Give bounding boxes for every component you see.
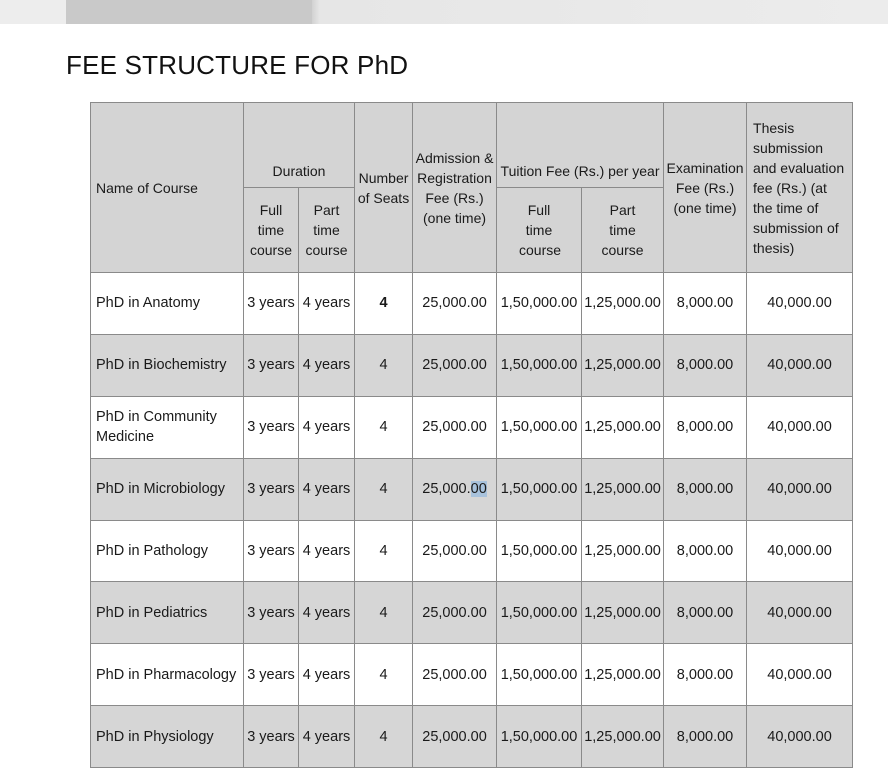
page-title: FEE STRUCTURE FOR PhD [66,50,409,80]
tuition-full: 1,50,000.00 [497,334,582,396]
thesis-fee: 40,000.00 [747,458,853,520]
exam-fee: 8,000.00 [664,582,747,644]
duration-part: 4 years [299,582,355,644]
tuition-part: 1,25,000.00 [582,644,664,706]
course-name: PhD in Pathology [91,520,244,582]
tuition-full: 1,50,000.00 [497,582,582,644]
thesis-fee: 40,000.00 [747,520,853,582]
duration-full: 3 years [244,273,299,335]
thesis-fee: 40,000.00 [747,334,853,396]
duration-part: 4 years [299,396,355,458]
seats: 4 [355,644,413,706]
top-banner-left [0,0,66,24]
top-banner-tab [66,0,312,24]
table-row [91,334,853,396]
tuition-full: 1,50,000.00 [497,458,582,520]
duration-part: 4 years [299,644,355,706]
header-tuition-part: Part time course [582,188,664,273]
exam-fee: 8,000.00 [664,458,747,520]
seats: 4 [355,396,413,458]
course-name: PhD in Physiology [91,706,244,768]
seats: 4 [355,334,413,396]
header-seats: Number of Seats [355,103,413,273]
tuition-full: 1,50,000.00 [497,396,582,458]
thesis-fee: 40,000.00 [747,644,853,706]
seats: 4 [355,273,413,335]
duration-part: 4 years [299,706,355,768]
header-duration-part: Part time course [299,188,355,273]
header-exam: Examination Fee (Rs.) (one time) [664,103,747,273]
seats: 4 [355,706,413,768]
tuition-part: 1,25,000.00 [582,582,664,644]
thesis-fee: 40,000.00 [747,582,853,644]
admission-fee: 25,000.00 [413,706,497,768]
tuition-full: 1,50,000.00 [497,273,582,335]
duration-full: 3 years [244,396,299,458]
seats: 4 [355,520,413,582]
duration-full: 3 years [244,520,299,582]
tuition-full: 1,50,000.00 [497,520,582,582]
table-row [91,520,853,582]
exam-fee: 8,000.00 [664,706,747,768]
table-row [91,706,853,768]
tuition-part: 1,25,000.00 [582,273,664,335]
tuition-full: 1,50,000.00 [497,706,582,768]
admission-fee: 25,000.00 [413,273,497,335]
header-thesis: Thesis submission and evaluation fee (Rs.) (at the time of submission of thesis) [747,103,853,273]
tuition-part: 1,25,000.00 [582,520,664,582]
exam-fee: 8,000.00 [664,520,747,582]
duration-part: 4 years [299,520,355,582]
tuition-part: 1,25,000.00 [582,334,664,396]
tuition-part: 1,25,000.00 [582,458,664,520]
tuition-part: 1,25,000.00 [582,706,664,768]
fee-table [90,102,853,768]
seats: 4 [355,458,413,520]
header-duration-full: Full time course [244,188,299,273]
tuition-full: 1,50,000.00 [497,644,582,706]
header-name: Name of Course [91,103,244,273]
top-banner [0,0,888,24]
exam-fee: 8,000.00 [664,396,747,458]
thesis-fee: 40,000.00 [747,706,853,768]
course-name: PhD in Pediatrics [91,582,244,644]
admission-fee: 25,000.00 [413,582,497,644]
duration-full: 3 years [244,644,299,706]
duration-part: 4 years [299,458,355,520]
header-duration: Duration [244,103,355,188]
exam-fee: 8,000.00 [664,273,747,335]
admission-fee: 25,000.00 [413,520,497,582]
duration-full: 3 years [244,334,299,396]
course-name: PhD in Community Medicine [91,396,244,458]
table-row [91,458,853,520]
thesis-fee: 40,000.00 [747,273,853,335]
table-row [91,582,853,644]
seats: 4 [355,582,413,644]
course-name: PhD in Biochemistry [91,334,244,396]
admission-fee: 25,000.00 [413,644,497,706]
duration-full: 3 years [244,458,299,520]
header-tuition-full: Full time course [497,188,582,273]
header-tuition: Tuition Fee (Rs.) per year [497,103,664,188]
admission-fee[interactable] [413,458,497,520]
exam-fee: 8,000.00 [664,644,747,706]
duration-full: 3 years [244,582,299,644]
table-row [91,273,853,335]
table-row [91,644,853,706]
exam-fee: 8,000.00 [664,334,747,396]
admission-fee: 25,000.00 [413,396,497,458]
admission-fee-text: 25,000. [422,481,471,498]
course-name: PhD in Pharmacology [91,644,244,706]
duration-part: 4 years [299,334,355,396]
tuition-part: 1,25,000.00 [582,396,664,458]
duration-part: 4 years [299,273,355,335]
duration-full: 3 years [244,706,299,768]
admission-fee: 25,000.00 [413,334,497,396]
table-row [91,396,853,458]
header-admission: Admission & Registration Fee (Rs.) (one time) [413,103,497,273]
course-name: PhD in Microbiology [91,458,244,520]
course-name: PhD in Anatomy [91,273,244,335]
thesis-fee: 40,000.00 [747,396,853,458]
text-selection[interactable]: 00 [470,481,487,498]
